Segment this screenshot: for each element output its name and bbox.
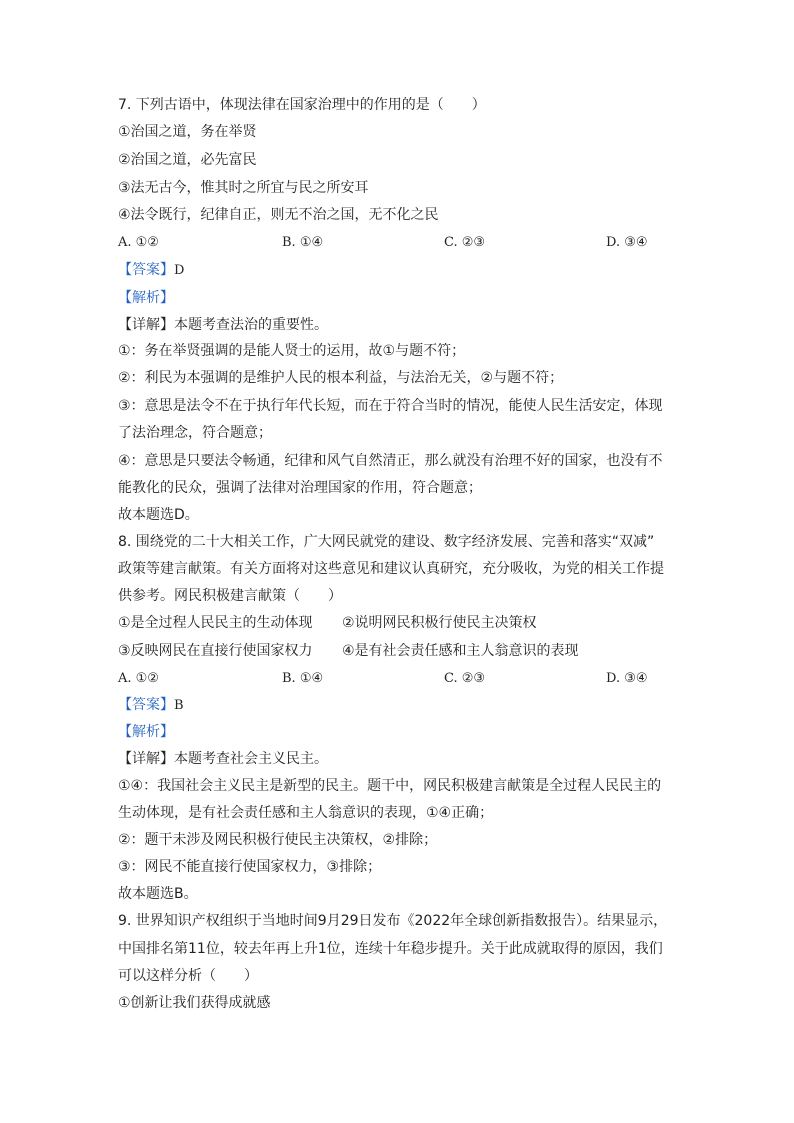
q7-option-d: D. ③④ [606,235,648,250]
q7-detail-1: 【详解】本题考查法治的重要性。 [118,317,328,333]
q8-option-a: A. ①② [118,671,159,686]
answer-value: D [174,263,185,278]
q7-option-b: B. ①④ [282,235,324,250]
q8-detail-2: ①④：我国社会主义民主是新型的民主。题干中，网民积极建言献策是全过程人民民主的 [118,778,662,794]
q7-detail-8: 故本题选D。 [118,507,199,523]
q7-detail-5: 了法治理念，符合题意； [118,425,272,441]
q7-detail-4: ③：意思是法令不在于执行年代长短，而在于符合当时的情况，能使人民生活安定，体现 [118,398,663,414]
q8-option-d: D. ③④ [606,671,648,686]
q7-answer [118,261,184,280]
q9-stem-3: 可以这样分析（ ） [118,968,258,984]
q7-item-1: ①治国之道，务在举贤 [118,124,257,140]
q9-stem-1: 9. 世界知识产权组织于当地时间9月29日发布《2022年全球创新指数报告）。结果显示， [118,913,668,929]
q7-detail-6: ④：意思是只要法令畅通，纪律和风气自然清正，那么就没有治理不好的国家，也没有不 [118,453,663,469]
q9-stem-2: 中国排名第11位，较去年再上升1位，连续十年稳步提升。关于此成就取得的原因，我们 [118,941,663,957]
q8-item-2: ②说明网民积极行使民主决策权 [342,615,537,631]
q8-item-4: ④是有社会责任感和主人翁意识的表现 [342,643,579,659]
q8-stem-2: 政策等建言献策。有关方面将对这些意见和建议认真研究，充分吸收，为党的相关工作提 [118,561,664,577]
q8-detail-3: 生动体现，是有社会责任感和主人翁意识的表现，①④正确； [118,805,494,821]
q8-option-c: C. ②③ [444,671,486,686]
q8-item-1: ①是全过程人民民主的生动体现 [118,615,313,631]
q8-answer [118,696,184,715]
q8-item-3: ③反映网民在直接行使国家权力 [118,643,313,659]
q7-detail-2: ①：务在举贤强调的是能人贤士的运用，故①与题不符； [118,343,466,359]
q7-detail-7: 能教化的民众，强调了法律对治理国家的作用，符合题意； [118,480,482,496]
q7-option-a: A. ①② [118,235,159,250]
q7-item-3: ③法无古今，惟其时之所宜与民之所安耳 [118,180,369,196]
answer-label: 【答案】 [118,697,174,713]
q8-stem-3: 供参考。网民积极建言献策（ ） [118,588,342,604]
q7-item-4: ④法令既行，纪律自正，则无不治之国，无不化之民 [118,207,439,223]
q7-option-c: C. ②③ [444,235,486,250]
answer-value: B [174,698,184,713]
q8-detail-6: 故本题选B。 [118,886,198,902]
q9-item-1: ①创新让我们获得成就感 [118,995,271,1011]
q8-analysis-label: 【解析】 [118,724,174,740]
q8-stem-1: 8. 围绕党的二十大相关工作，广大网民就党的建设、数字经济发展、完善和落实“双减” [118,534,655,550]
q8-detail-5: ③：网民不能直接行使国家权力，③排除； [118,859,382,875]
q7-analysis-label: 【解析】 [118,290,174,306]
q7-stem: 7. 下列古语中，体现法律在国家治理中的作用的是（ ） [118,97,486,113]
answer-label: 【答案】 [118,262,174,278]
q8-option-b: B. ①④ [282,671,324,686]
q7-detail-3: ②：利民为本强调的是维护人民的根本利益，与法治无关，②与题不符； [118,370,564,386]
q7-item-2: ②治国之道，必先富民 [118,152,257,168]
q8-detail-4: ②：题干未涉及网民积极行使民主决策权，②排除； [118,832,438,848]
q8-detail-1: 【详解】本题考查社会主义民主。 [118,751,328,767]
